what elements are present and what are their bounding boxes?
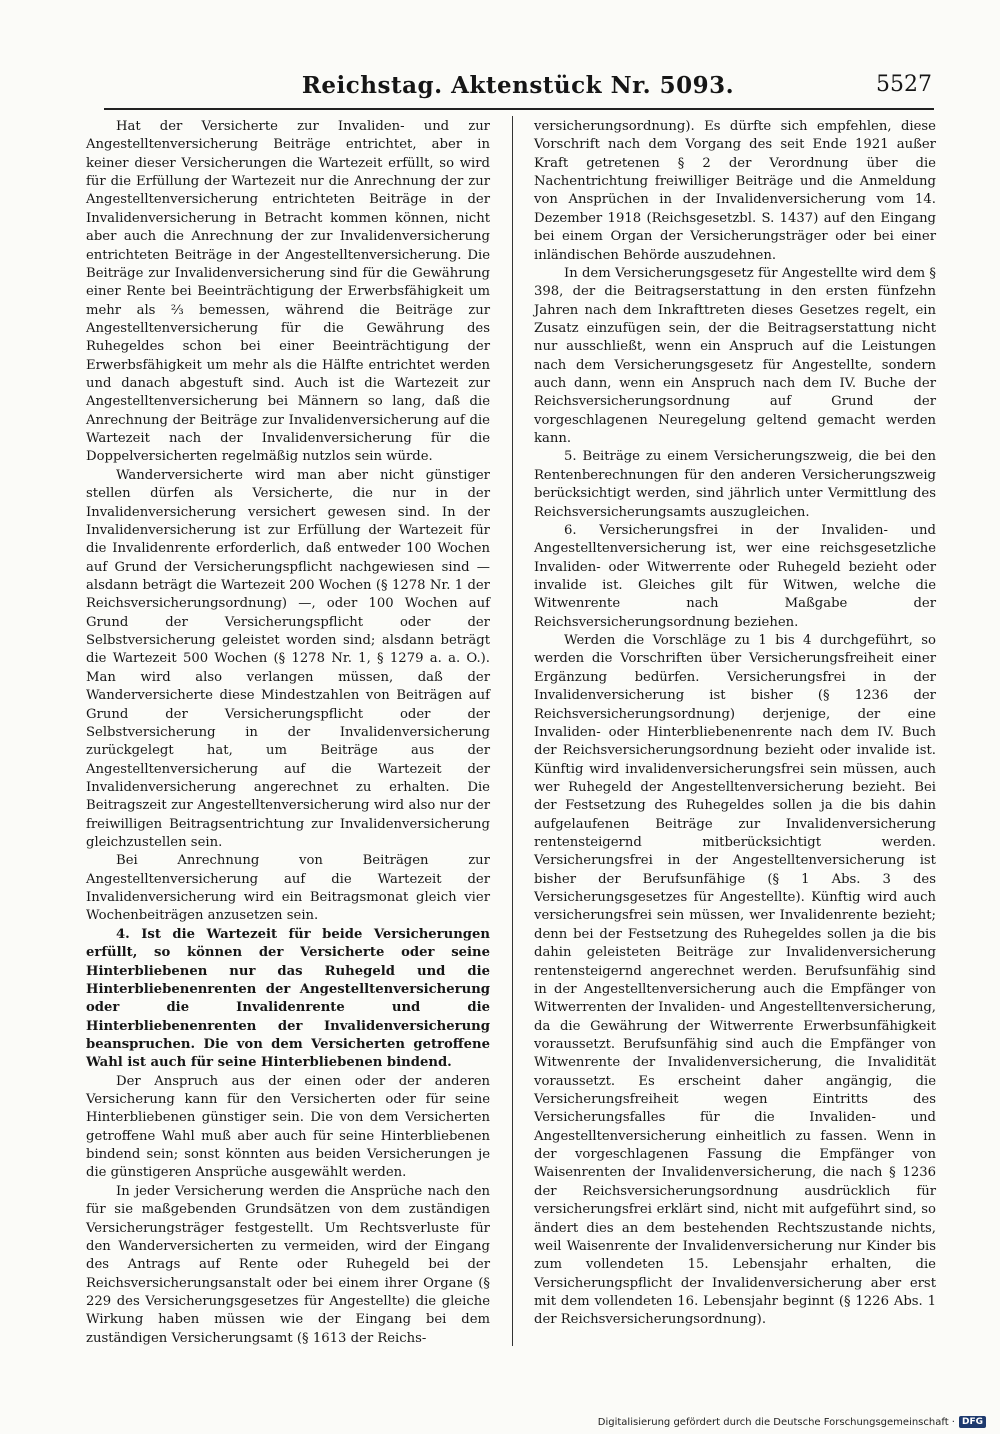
left-column	[86, 118, 490, 1348]
paragraph-bold: 4. Ist die Wartezeit für beide Versicherungen erfüllt, so können der Versicherte oder seine Hinterbliebenen nur das Ruhegeld und die Hinterbliebenenrenten der Angestelltenversicherung oder die Invalidenrente und die Hinterbliebenenrenten der Invalidenversicherung beanspruchen. Die von dem Versicherten getroffene Wahl ist auch für seine Hinterbliebenen bindend.	[86, 926, 490, 1071]
paragraph: Der Anspruch aus der einen oder der anderen Versicherung kann für den Versicherten oder für seine Hinterbliebenen günstiger sein. Die von dem Versicherten getroffene Wahl muß aber auch für seine Hinterbliebenen bindend sein; sonst könnten aus beiden Versicherungen je die günstigeren Ansprüche ausgewählt werden.	[86, 1073, 490, 1181]
page-title: Reichstag. Aktenstück Nr. 5093.	[301, 72, 735, 99]
paragraph: 6. Versicherungsfrei in der Invaliden- und Angestelltenversicherung ist, wer eine reichsgesetzliche Invaliden- oder Witwerrente oder Ruhegeld bezieht oder invalide ist. Gleiches gilt für Witwen, welche die Witwenrente nach Maßgabe der Reichsversicherungsordnung beziehen.	[534, 522, 936, 630]
paragraph: In dem Versicherungsgesetz für Angestellte wird dem § 398, der die Beitragserstattung in den ersten fünfzehn Jahren nach dem Inkrafttreten dieses Gesetzes regelt, ein Zusatz einzufügen sein, der die Beitragserstattung nicht nur ausschließt, wenn ein Anspruch auf die Leistungen nach dem Versicherungsgesetz für Angestellte, sondern auch dann, wenn ein Anspruch nach dem IV. Buche der Reichsversicherungsordnung auf Grund der vorgeschlagenen Neuregelung geltend gemacht werden kann.	[534, 265, 936, 447]
paragraph: 5. Beiträge zu einem Versicherungszweig, die bei den Rentenberechnungen für den anderen Versicherungszweig berücksichtigt werden, sind jährlich unter Vermittlung des Reichsversicherungsamts auszugleichen.	[534, 449, 936, 520]
paragraph: versicherungsordnung). Es dürfte sich empfehlen, diese Vorschrift nach dem Vorgang des seit Ende 1921 außer Kraft getretenen § 2 der Verordnung über die Nachentrichtung freiwilliger Beiträge und die Anmeldung von Ansprüchen in der Invalidenversicherung vom 14. Dezember 1918 (Reichsgesetzbl. S. 1437) auf den Eingang bei einem Organ der Versicherungsträger oder bei einer inländischen Behörde auszudehnen.	[534, 119, 936, 263]
footer-text: Digitalisierung gefördert durch die Deutsche Forschungsgemeinschaft ·	[597, 1416, 955, 1428]
digitization-footer	[598, 1416, 986, 1428]
header-rule	[104, 108, 934, 110]
paragraph: In jeder Versicherung werden die Ansprüche nach den für sie maßgebenden Grundsätzen von dem zuständigen Versicherungsträger festgestellt. Um Rechtsverluste für den Wanderversicherten zu vermeiden, wird der Eingang des Antrags auf Rente oder Ruhegeld bei der Reichsversicherungsanstalt oder bei einem ihrer Organe (§ 229 des Versicherungsgesetzes für Angestellte) die gleiche Wirkung haben müssen wie der Eingang bei dem zuständigen Versicherungsamt (§ 1613 der Reichs-	[86, 1183, 490, 1346]
page-number: 5527	[876, 72, 932, 97]
right-column	[534, 118, 936, 1330]
paragraph: Bei Anrechnung von Beiträgen zur Angestelltenversicherung auf die Wartezeit der Invalidenversicherung wird ein Beitragsmonat gleich vier Wochenbeiträgen anzusetzen sein.	[86, 853, 490, 924]
column-divider	[512, 116, 513, 1346]
paragraph: Wanderversicherte wird man aber nicht günstiger stellen dürfen als Versicherte, die nur in der Invalidenversicherung versichert gewesen sind. In der Invalidenversicherung ist zur Erfüllung der Wartezeit für die Invalidenrente erforderlich, daß entweder 100 Wochen auf Grund der Versicherungspflicht nachgewiesen sind — alsdann beträgt die Wartezeit 200 Wochen (§ 1278 Nr. 1 der Reichsversicherungsordnung) —, oder 100 Wochen auf Grund der Versicherungspflicht oder der Selbstversicherung geleistet worden sind; alsdann beträgt die Wartezeit 500 Wochen (§ 1278 Nr. 1, § 1279 a. a. O.). Man wird also verlangen müssen, daß der Wanderversicherte diese Mindestzahlen von Beiträgen auf Grund der Versicherungspflicht oder der Selbstversicherung in der Invalidenversicherung zurückgelegt hat, um Beiträge aus der Angestelltenversicherung auf die Wartezeit der Invalidenversicherung angerechnet zu erhalten. Die Beitragszeit zur Angestelltenversicherung wird also nur der freiwilligen Beitragsentrichtung zur Invalidenversicherung gleichzustellen sein.	[86, 467, 490, 851]
dfg-logo-icon: DFG	[959, 1416, 986, 1428]
paragraph: Hat der Versicherte zur Invaliden- und zur Angestelltenversicherung Beiträge entrichtet, aber in keiner dieser Versicherungen die Wartezeit erfüllt, so wird für die Erfüllung der Wartezeit nur die Anrechnung der zur Angestelltenversicherung entrichteten Beiträge in der Invalidenversicherung in Betracht kommen können, nicht aber auch die Anrechnung der zur Invalidenversicherung entrichteten Beiträge in der Angestelltenversicherung. Die Beiträge zur Invalidenversicherung sind für die Gewährung einer Rente bei Beeinträchtigung der Erwerbsfähigkeit um mehr als ⅔ bemessen, während die Beiträge zur Angestelltenversicherung für die Gewährung des Ruhegeldes schon bei einer Beeinträchtigung der Erwerbsfähigkeit um mehr als die Hälfte entrichtet werden und danach abgestuft sind. Auch ist die Wartezeit zur Angestelltenversicherung bei Männern so lang, daß die Anrechnung der Beiträge zur Invalidenversicherung auf die Wartezeit nach der Invalidenversicherung für die Doppelversicherten regelmäßig nutzlos sein würde.	[86, 119, 490, 465]
page-header	[98, 72, 938, 100]
paragraph: Werden die Vorschläge zu 1 bis 4 durchgeführt, so werden die Vorschriften über Versicherungsfreiheit einer Ergänzung bedürfen. Versicherungsfrei in der Invalidenversicherung ist bisher (§ 1236 der Reichsversicherungsordnung) derjenige, der eine Invaliden- oder Hinterbliebenenrente nach dem IV. Buch der Reichsversicherungsordnung bezieht oder invalide ist. Künftig wird invalidenversicherungsfrei sein müssen, auch wer Ruhegeld der Angestelltenversicherung bezieht. Bei der Festsetzung des Ruhegeldes sollen ja die bis dahin aufgelaufenen Beiträge zur Invalidenversicherung rentensteigernd mitberücksichtigt werden. Versicherungsfrei in der Angestelltenversicherung ist bisher der Berufsunfähige (§ 1 Abs. 3 des Versicherungsgesetzes für Angestellte). Künftig wird auch versicherungsfrei sein müssen, wer Invalidenrente bezieht; denn bei der Festsetzung des Ruhegeldes sollen ja die bis dahin geleisteten Beiträge zur Invalidenversicherung rentensteigernd angerechnet werden. Berufsunfähig sind in der Angestelltenversicherung auch die Empfänger von Witwerrenten der Invaliden- und Angestelltenversicherung, da die Gewährung der Witwerrente Erwerbsunfähigkeit voraussetzt. Berufsunfähig sind auch die Empfänger von Witwenrente der Invalidenversicherung, die Invalidität voraussetzt. Es erscheint daher angängig, die Versicherungsfreiheit wegen Eintritts des Versicherungsfalles für die Invaliden- und Angestelltenversicherung einheitlich zu fassen. Wenn in der vorgeschlagenen Fassung die Empfänger von Waisenrenten der Invalidenversicherung, die nach § 1236 der Reichsversicherungsordnung ausdrücklich für versicherungsfrei erklärt sind, nicht mit aufgeführt sind, so ändert dies an dem bestehenden Rechtszustande nichts, weil Waisenrente der Invalidenversicherung nur Kinder bis zum vollendeten 15. Lebensjahr erhalten, die Versicherungspflicht der Invalidenversicherung aber erst mit dem vollendeten 16. Lebensjahr beginnt (§ 1226 Abs. 1 der Reichsversicherungsordnung).	[534, 633, 936, 1328]
